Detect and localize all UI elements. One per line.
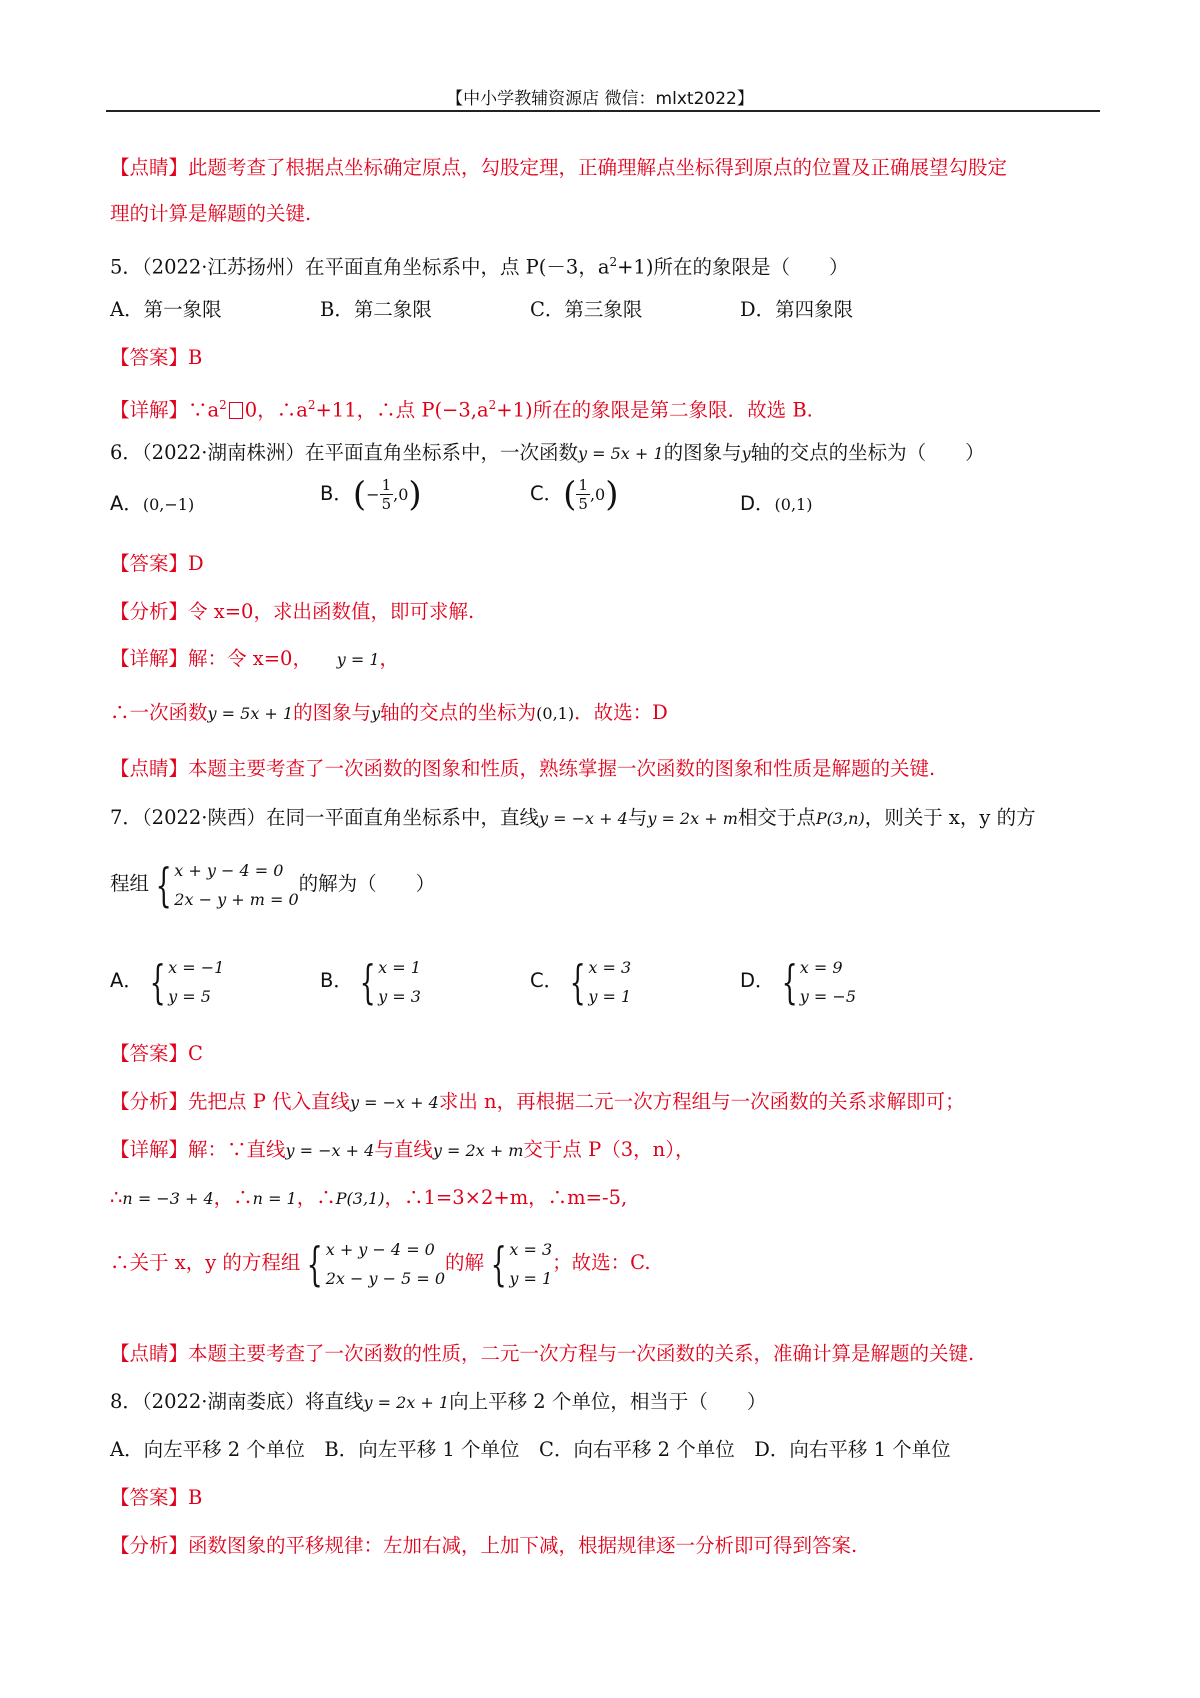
q6-option-b: B．(− $\frac{1}{5}$ ,0) [320,474,422,515]
q7-option-a: A． { x = −1 y = 5 [110,954,225,1009]
q5-option-c: C．第三象限 [530,298,643,321]
tip-q4-line2: 理的计算是解题的关键. [110,202,312,225]
page-header: 【中小学教辅资源店 微信：mlxt2022】 [446,89,754,109]
q7-math-1: y = −x + 4 [538,809,628,828]
q7-detail [110,1136,1110,1165]
q7-text-3: 相交于点 [737,806,816,829]
q6-option-c-fraction: $\frac{1}{5}$ [578,476,588,513]
q7-text-5: 程组 [110,872,150,895]
q7-option-b: B． { x = 1 y = 3 [320,954,421,1009]
unknown-glyph-icon [229,402,243,419]
header-rule [106,110,1100,112]
q7-option-c: C． { x = 3 y = 1 [530,954,632,1009]
q5-detail-sup3: 2 [488,398,497,412]
q6-option-a [110,490,194,519]
q7-step2-math-2: n = 1 [252,1189,297,1208]
q7-ana-1: 【分析】先把点 P 代入直线 [110,1090,351,1113]
q7-system-line [110,853,1110,915]
q5-detail-sup1: 2 [219,398,227,412]
q6-y: y [741,444,751,463]
q7-text-6: 的解为（ ） [298,872,436,895]
q7-text-1: 7．（2022·陕西）在同一平面直角坐标系中，直线 [110,806,539,829]
q5-text-end: +1)所在的象限是（ ） [617,255,849,279]
q5-detail-sup2: 2 [307,398,316,412]
q7-math-2: y = 2x + m [647,809,738,828]
question-6 [110,439,1110,468]
q7-det-math-2: y = 2x + m [432,1141,524,1160]
q6-text-3: 轴的交点的坐标为（ ） [750,441,985,464]
q6-con-math: y = 5x + 1 [207,704,294,723]
q6-option-c: C．( $\frac{1}{5}$ ,0) [530,474,619,515]
tip-q4-line1: 【点睛】此题考查了根据点坐标确定原点，勾股定理，正确理解点坐标得到原点的位置及正确展望勾股定 [110,156,1008,179]
q7-math-3: P(3,n) [815,809,865,828]
q8-math: y = 2x + 1 [363,1393,450,1412]
q6-option-b-label: B． [320,482,353,505]
q5-detail-4: +1)所在的象限是第二象限．故选 B. [496,398,813,422]
q5-text: 5．（2022·江苏扬州）在平面直角坐标系中，点 P(－3，a [110,255,610,279]
q6-detail-2: ， [379,647,400,670]
q6-con-y: y [371,704,381,723]
q7-det-2: 与直线 [374,1138,433,1161]
q6-detail-1: 【详解】解：令 x=0， [110,647,312,670]
q5-detail-2: 0，∴a [244,398,308,422]
q7-det-math-1: y = −x + 4 [285,1141,375,1160]
q8-text-1: 8．（2022·湖南娄底）将直线 [110,1390,364,1413]
q5-detail-3: +11，∴点 P(−3,a [315,398,489,422]
q8-answer: 【答案】B [110,1486,203,1509]
q6-option-b-fraction: $\frac{1}{5}$ [381,476,392,513]
q6-analysis: 【分析】令 x=0，求出函数值，即可求解. [110,600,475,623]
q6-con-1: ∴一次函数 [110,701,208,724]
q8-text-2: 向上平移 2 个单位，相当于（ ） [449,1390,767,1413]
q7-step2-math-3: P(3,1) [335,1189,385,1208]
q5-detail-1: 【详解】∵a [110,398,220,422]
q8-options: A．向左平移 2 个单位 B．向左平移 1 个单位 C．向右平移 2 个单位 D．向右平移 1 个单位 [110,1438,951,1461]
q6-detail [110,645,1110,674]
q8-analysis: 【分析】函数图象的平移规律：左加右减，上加下减，根据规律逐一分析即可得到答案. [110,1534,858,1557]
q5-answer: 【答案】B [110,346,203,369]
q6-detail-math: y = 1 [336,650,380,669]
q6-option-a-value: (0,−1) [142,495,195,514]
question-7 [110,804,1110,833]
q5-option-b: B．第二象限 [320,298,432,321]
q6-option-c-label: C． [530,482,564,505]
q6-con-4: ．故选：D [574,701,668,724]
q7-step3-system: { x + y − 4 = 0 2x − y − 5 = 0 [307,1236,446,1291]
q5-option-d: D．第四象限 [740,298,854,321]
q7-step-2: ∴n = −3 + 4，∴n = 1，∴P(3,1)，∴1=3×2+m，∴m=-5, [110,1186,628,1209]
q7-analysis [110,1088,1110,1117]
q6-text-2: 的图象与 [663,441,742,464]
q6-conclusion [110,699,1110,728]
q7-text-2: 与 [627,806,648,829]
q6-con-3: 轴的交点的坐标为 [380,701,537,724]
q5-detail [110,391,1110,425]
q6-text-1: 6．（2022·湖南株洲）在平面直角坐标系中，一次函数 [110,441,578,464]
q6-option-d-value: (0,1) [774,495,813,514]
q7-ana-2: 求出 n，再根据二元一次方程组与一次函数的关系求解即可； [438,1090,965,1113]
q5-sup: 2 [609,255,618,269]
q7-tip: 【点睛】本题主要考查了一次函数的性质，二元一次方程与一次函数的关系，准确计算是解题的关键. [110,1342,975,1365]
question-5 [110,248,1110,282]
q5-option-a: A．第一象限 [110,298,222,321]
q6-option-a-label: A． [110,492,143,515]
q6-answer: 【答案】D [110,552,204,575]
q6-tip: 【点睛】本题主要考查了一次函数的图象和性质，熟练掌握一次函数的图象和性质是解题的关键. [110,757,936,780]
question-8 [110,1388,1110,1417]
q7-step3-solution: { x = 3 y = 1 [490,1236,553,1291]
q7-answer: 【答案】C [110,1042,203,1065]
q6-option-d [740,490,812,519]
q7-system: { x + y − 4 = 0 2x − y + m = 0 [155,857,299,912]
q7-option-d: D． { x = 9 y = −5 [740,954,856,1009]
q7-det-3: 交于点 P（3，n）， [523,1138,695,1161]
q7-step2-math-1: n = −3 + 4 [122,1189,214,1208]
q6-option-d-label: D． [740,492,775,515]
q6-math: y = 5x + 1 [577,444,664,463]
q7-text-4: ，则关于 x，y 的方 [864,806,1036,829]
q7-step-3: ∴关于 x，y 的方程组 { x + y − 4 = 0 2x − y − 5 = 0 的解 { x = 3 y = 1 ；故选：C. [110,1232,1110,1294]
q6-con-point: (0,1) [536,704,575,723]
q6-con-2: 的图象与 [293,701,372,724]
q7-ana-math: y = −x + 4 [350,1093,439,1112]
q7-det-1: 【详解】解：∵直线 [110,1138,286,1161]
